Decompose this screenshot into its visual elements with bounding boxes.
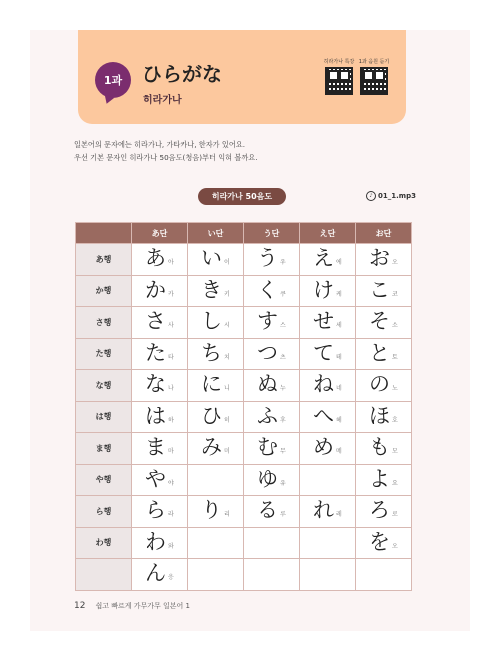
kana-character: さ xyxy=(145,309,166,333)
kana-character: お xyxy=(369,246,390,270)
korean-reading: 메 xyxy=(336,448,342,455)
korean-reading: 나 xyxy=(168,385,174,392)
kana-cell xyxy=(188,527,244,559)
kana-character: な xyxy=(145,372,166,396)
kana-cell xyxy=(244,433,300,465)
korean-reading: 니 xyxy=(224,385,230,392)
kana-cell xyxy=(356,433,412,465)
row-header: は행 xyxy=(76,401,132,433)
table-row xyxy=(76,559,412,591)
korean-reading: 오 xyxy=(392,542,398,550)
kana-character: も xyxy=(369,435,390,459)
table-row xyxy=(76,433,412,465)
kana-cell xyxy=(188,464,244,496)
korean-reading: 응 xyxy=(168,574,174,581)
korean-reading: 코 xyxy=(392,290,398,298)
korean-reading: 토 xyxy=(392,353,398,361)
korean-reading: 오 xyxy=(392,259,398,266)
korean-reading: 치 xyxy=(224,353,230,361)
korean-reading: 유 xyxy=(280,479,286,487)
kana-cell xyxy=(132,275,188,307)
kana-cell xyxy=(356,401,412,433)
kana-character: ら xyxy=(145,498,166,522)
kana-character: た xyxy=(145,340,166,365)
table-row xyxy=(76,307,412,339)
korean-reading: 라 xyxy=(168,511,174,518)
korean-reading: 키 xyxy=(224,290,230,298)
korean-reading: 아 xyxy=(168,259,174,266)
kana-cell xyxy=(356,244,412,276)
row-header: あ행 xyxy=(76,244,132,276)
korean-reading: 후 xyxy=(280,416,286,424)
kana-cell xyxy=(188,275,244,307)
kana-cell xyxy=(188,401,244,433)
kana-cell xyxy=(356,464,412,496)
korean-reading: 미 xyxy=(224,448,230,455)
kana-character: ね xyxy=(313,372,334,396)
kana-character: い xyxy=(201,246,222,270)
kana-character: ぬ xyxy=(257,372,278,396)
kana-cell xyxy=(188,370,244,402)
table-row xyxy=(76,275,412,307)
row-header: た행 xyxy=(76,338,132,370)
column-header: い단 xyxy=(188,223,244,244)
kana-cell xyxy=(132,559,188,591)
qr-lecture[interactable] xyxy=(323,58,355,95)
kana-character: つ xyxy=(257,340,278,365)
kana-cell xyxy=(356,307,412,339)
korean-reading: 무 xyxy=(280,448,286,455)
kana-character: せ xyxy=(313,309,334,333)
table-row xyxy=(76,527,412,559)
kana-character: ふ xyxy=(257,403,278,428)
kana-character: め xyxy=(313,435,334,459)
kana-cell xyxy=(356,370,412,402)
kana-cell xyxy=(188,338,244,370)
kana-character: そ xyxy=(369,309,390,333)
qr-lecture-label: 히라가나 특강 xyxy=(323,59,355,65)
kana-character: ゆ xyxy=(257,466,278,491)
kana-character: は xyxy=(145,403,166,428)
kana-cell xyxy=(132,338,188,370)
kana-character: ひ xyxy=(201,403,222,428)
qr-code-icon[interactable] xyxy=(360,67,388,95)
table-row xyxy=(76,338,412,370)
kana-cell xyxy=(300,559,356,591)
kana-character: や xyxy=(145,466,166,491)
table-row xyxy=(76,496,412,528)
row-header xyxy=(76,559,132,591)
kana-character: を xyxy=(369,529,390,554)
korean-reading: 노 xyxy=(392,385,398,392)
row-header: や행 xyxy=(76,464,132,496)
audio-track[interactable] xyxy=(366,191,416,201)
korean-reading: 케 xyxy=(336,290,342,298)
kana-character: け xyxy=(313,277,334,302)
row-header: ら행 xyxy=(76,496,132,528)
row-header: な행 xyxy=(76,370,132,402)
kana-cell xyxy=(244,496,300,528)
korean-reading: 호 xyxy=(392,416,398,424)
korean-reading: 모 xyxy=(392,448,398,455)
column-header: う단 xyxy=(244,223,300,244)
kana-cell xyxy=(356,496,412,528)
kana-character: あ xyxy=(145,246,166,270)
korean-reading: 소 xyxy=(392,322,398,329)
kana-character: み xyxy=(201,435,222,459)
table-row xyxy=(76,244,412,276)
kana-cell xyxy=(132,307,188,339)
korean-reading: 테 xyxy=(336,353,342,361)
kana-cell xyxy=(188,244,244,276)
korean-reading: 네 xyxy=(336,385,342,392)
intro-line: 우선 기본 문자인 히라가나 50음도(청음)부터 익혀 볼까요. xyxy=(74,153,258,162)
hiragana-table xyxy=(75,222,412,591)
korean-reading: 요 xyxy=(392,479,398,487)
table-row xyxy=(76,370,412,402)
korean-reading: 헤 xyxy=(336,416,342,424)
kana-character: れ xyxy=(313,498,334,522)
kana-character: う xyxy=(257,246,278,270)
table-row xyxy=(76,464,412,496)
intro-text xyxy=(74,138,258,164)
kana-cell xyxy=(300,244,356,276)
kana-cell xyxy=(244,401,300,433)
kana-character: よ xyxy=(369,466,390,491)
korean-reading: 우 xyxy=(280,259,286,266)
row-header: わ행 xyxy=(76,527,132,559)
qr-audio[interactable] xyxy=(358,58,390,95)
table-corner xyxy=(76,223,132,244)
kana-cell xyxy=(300,401,356,433)
kana-cell xyxy=(188,307,244,339)
kana-cell xyxy=(244,307,300,339)
kana-character: こ xyxy=(369,277,390,302)
kana-cell xyxy=(132,433,188,465)
kana-cell xyxy=(300,338,356,370)
page-footer xyxy=(74,601,190,611)
kana-cell xyxy=(300,496,356,528)
kana-cell xyxy=(188,559,244,591)
kana-cell xyxy=(244,559,300,591)
kana-cell xyxy=(356,338,412,370)
column-header: お단 xyxy=(356,223,412,244)
kana-cell xyxy=(132,370,188,402)
kana-cell xyxy=(356,527,412,559)
intro-line: 일본어의 문자에는 히라가나, 가타카나, 한자가 있어요. xyxy=(74,140,246,149)
kana-cell xyxy=(244,527,300,559)
korean-reading: 야 xyxy=(168,479,174,487)
korean-reading: 히 xyxy=(224,416,230,424)
korean-reading: 누 xyxy=(280,385,286,392)
kana-character: き xyxy=(201,277,222,302)
audio-track-label: 01_1.mp3 xyxy=(378,192,416,200)
korean-reading: 쿠 xyxy=(280,290,286,298)
kana-cell xyxy=(244,370,300,402)
kana-character: え xyxy=(313,246,334,270)
row-header: か행 xyxy=(76,275,132,307)
lesson-title-japanese: ひらがな xyxy=(142,62,222,86)
kana-character: か xyxy=(145,277,166,302)
kana-character: る xyxy=(257,498,278,522)
korean-reading: 츠 xyxy=(280,353,286,361)
page-number: 12 xyxy=(74,601,86,611)
kana-character: に xyxy=(201,372,222,396)
kana-character: ち xyxy=(201,340,222,365)
korean-reading: 하 xyxy=(168,416,174,424)
qr-code-icon[interactable] xyxy=(325,67,353,95)
kana-cell xyxy=(244,338,300,370)
kana-character: す xyxy=(257,309,278,333)
korean-reading: 마 xyxy=(168,448,174,455)
kana-cell xyxy=(244,464,300,496)
kana-character: む xyxy=(257,435,278,459)
kana-character: ほ xyxy=(369,403,390,428)
kana-cell xyxy=(132,527,188,559)
kana-character: の xyxy=(369,372,390,396)
book-title: 쉽고 빠르게 가무가무 일본어 1 xyxy=(95,602,190,610)
kana-cell xyxy=(132,496,188,528)
korean-reading: 사 xyxy=(168,322,174,329)
column-header: あ단 xyxy=(132,223,188,244)
kana-character: て xyxy=(313,340,334,365)
korean-reading: 세 xyxy=(336,322,342,329)
qr-audio-label: 1과 음원 듣기 xyxy=(358,59,390,65)
section-title: 히라가나 50음도 xyxy=(198,188,286,205)
kana-character: ん xyxy=(145,561,166,585)
kana-cell xyxy=(132,464,188,496)
lesson-badge: 1과 xyxy=(95,62,131,98)
row-header: さ행 xyxy=(76,307,132,339)
kana-cell xyxy=(300,370,356,402)
kana-cell xyxy=(132,401,188,433)
kana-character: わ xyxy=(145,529,166,554)
korean-reading: 리 xyxy=(224,511,230,518)
kana-cell xyxy=(300,275,356,307)
kana-cell xyxy=(356,275,412,307)
korean-reading: 에 xyxy=(336,259,342,266)
kana-cell xyxy=(188,433,244,465)
row-header: ま행 xyxy=(76,433,132,465)
kana-cell xyxy=(356,559,412,591)
kana-cell xyxy=(300,433,356,465)
kana-character: く xyxy=(257,277,278,302)
audio-icon[interactable]: ♪ xyxy=(366,191,376,201)
kana-cell xyxy=(132,244,188,276)
table-row xyxy=(76,401,412,433)
korean-reading: 타 xyxy=(168,353,174,361)
column-header: え단 xyxy=(300,223,356,244)
kana-character: し xyxy=(201,309,222,333)
korean-reading: 와 xyxy=(168,542,174,550)
korean-reading: 이 xyxy=(224,259,230,266)
kana-character: へ xyxy=(313,403,334,428)
korean-reading: 카 xyxy=(168,290,174,298)
kana-cell xyxy=(300,307,356,339)
kana-character: ろ xyxy=(369,498,390,522)
lesson-title-korean: 히라가나 xyxy=(143,95,182,106)
kana-cell xyxy=(244,244,300,276)
kana-character: と xyxy=(369,340,390,365)
kana-cell xyxy=(300,527,356,559)
korean-reading: 시 xyxy=(224,322,230,329)
korean-reading: 로 xyxy=(392,511,398,518)
kana-cell xyxy=(188,496,244,528)
kana-character: ま xyxy=(145,435,166,459)
korean-reading: 루 xyxy=(280,511,286,518)
korean-reading: 스 xyxy=(280,322,286,329)
kana-character: り xyxy=(201,498,222,522)
korean-reading: 레 xyxy=(336,511,342,518)
kana-cell xyxy=(300,464,356,496)
kana-cell xyxy=(244,275,300,307)
